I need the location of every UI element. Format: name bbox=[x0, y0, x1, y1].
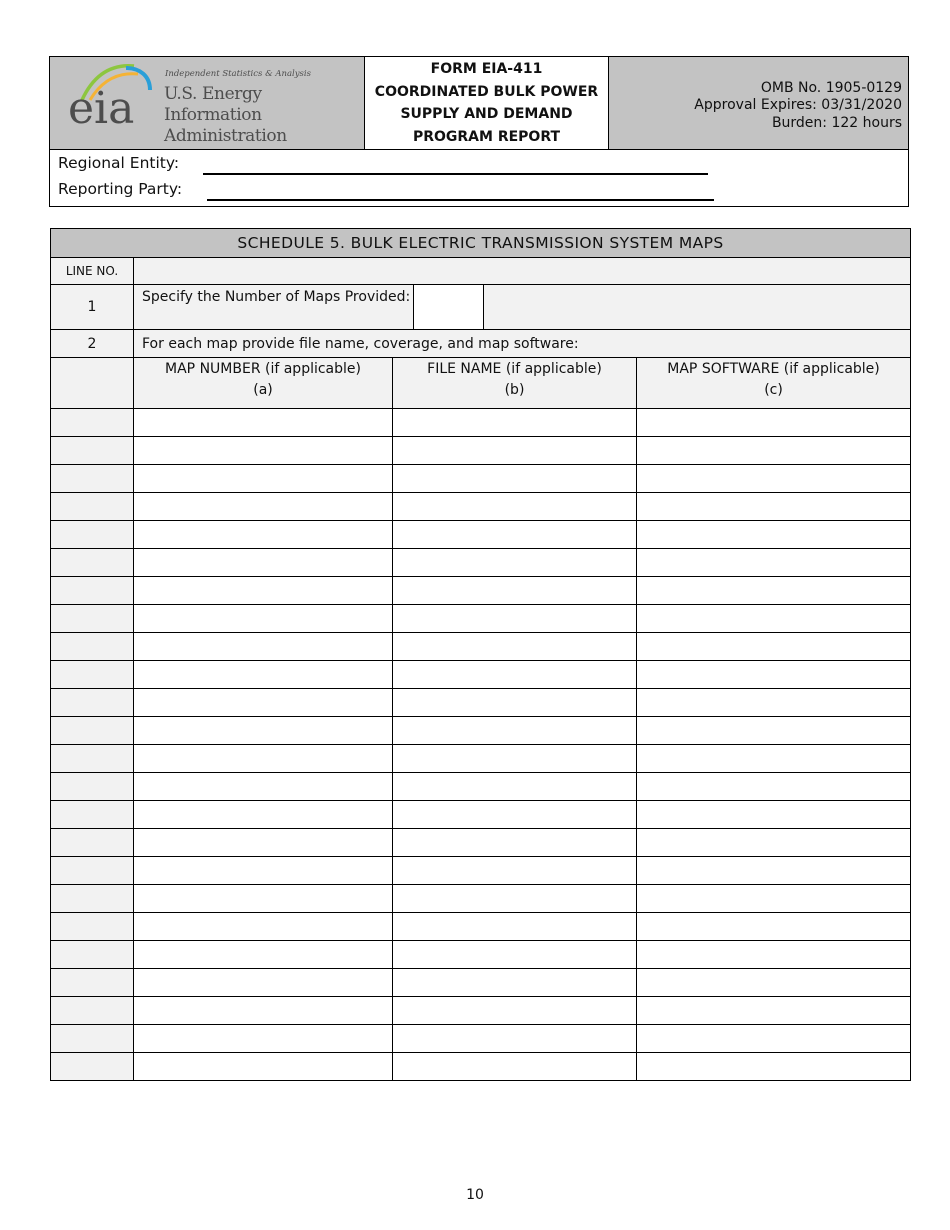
file-name-input[interactable] bbox=[393, 549, 637, 577]
reporting-party-field[interactable] bbox=[207, 199, 714, 201]
file-name-input[interactable] bbox=[393, 633, 637, 661]
map-software-input[interactable] bbox=[637, 493, 911, 521]
file-name-input[interactable] bbox=[393, 577, 637, 605]
map-number-input[interactable] bbox=[134, 969, 393, 997]
line-number-cell bbox=[51, 885, 134, 913]
map-software-input[interactable] bbox=[637, 745, 911, 773]
file-name-input[interactable] bbox=[393, 773, 637, 801]
table-row bbox=[51, 745, 911, 773]
line-no-header: LINE NO. bbox=[51, 258, 134, 285]
table-row bbox=[51, 437, 911, 465]
map-software-input[interactable] bbox=[637, 437, 911, 465]
eia-logo-cell bbox=[50, 57, 365, 149]
map-number-input[interactable] bbox=[134, 577, 393, 605]
table-row bbox=[51, 969, 911, 997]
file-name-input[interactable] bbox=[393, 689, 637, 717]
line-number-cell bbox=[51, 997, 134, 1025]
table-row bbox=[51, 521, 911, 549]
table-row bbox=[51, 857, 911, 885]
line-no-header-blank bbox=[134, 258, 911, 285]
eia-logo-icon bbox=[64, 60, 164, 132]
map-number-input[interactable] bbox=[134, 493, 393, 521]
line-number-cell bbox=[51, 745, 134, 773]
map-number-input[interactable] bbox=[134, 689, 393, 717]
map-number-input[interactable] bbox=[134, 465, 393, 493]
map-software-input[interactable] bbox=[637, 661, 911, 689]
row1-content bbox=[134, 285, 911, 330]
map-software-input[interactable] bbox=[637, 969, 911, 997]
map-software-input[interactable] bbox=[637, 1025, 911, 1053]
line-number-cell bbox=[51, 549, 134, 577]
logo-tagline: Independent Statistics & Analysis bbox=[165, 69, 311, 79]
line-number-cell bbox=[51, 941, 134, 969]
file-name-input[interactable] bbox=[393, 745, 637, 773]
line-number-cell bbox=[51, 661, 134, 689]
map-number-input[interactable] bbox=[134, 633, 393, 661]
column-header-map-number: MAP NUMBER (if applicable) (a) bbox=[134, 358, 393, 409]
page-number: 10 bbox=[466, 1187, 484, 1203]
file-name-input[interactable] bbox=[393, 465, 637, 493]
omb-number: OMB No. 1905-0129 bbox=[760, 79, 902, 96]
table-row bbox=[51, 913, 911, 941]
maps-count-spacer bbox=[484, 285, 910, 329]
table-row bbox=[51, 1053, 911, 1081]
table-row bbox=[51, 689, 911, 717]
maps-count-input[interactable] bbox=[414, 285, 484, 329]
map-software-input[interactable] bbox=[637, 521, 911, 549]
map-number-input[interactable] bbox=[134, 885, 393, 913]
line-number-cell bbox=[51, 605, 134, 633]
line-number-cell bbox=[51, 521, 134, 549]
map-number-input[interactable] bbox=[134, 661, 393, 689]
file-name-input[interactable] bbox=[393, 521, 637, 549]
file-name-input[interactable] bbox=[393, 913, 637, 941]
map-software-input[interactable] bbox=[637, 549, 911, 577]
map-number-input[interactable] bbox=[134, 857, 393, 885]
line-number-cell bbox=[51, 717, 134, 745]
row2-instruction: For each map provide file name, coverage, and map software: bbox=[134, 330, 911, 358]
table-row bbox=[51, 633, 911, 661]
table-row bbox=[51, 829, 911, 857]
line-number-cell bbox=[51, 857, 134, 885]
schedule-title: SCHEDULE 5. BULK ELECTRIC TRANSMISSION SYSTEM MAPS bbox=[51, 229, 911, 258]
approval-expires: Approval Expires: 03/31/2020 bbox=[694, 97, 902, 114]
file-name-input[interactable] bbox=[393, 969, 637, 997]
line-number-cell bbox=[51, 829, 134, 857]
map-software-input[interactable] bbox=[637, 885, 911, 913]
file-name-input[interactable] bbox=[393, 605, 637, 633]
map-software-input[interactable] bbox=[637, 997, 911, 1025]
column-header-file-name: FILE NAME (if applicable) (b) bbox=[393, 358, 637, 409]
form-title-line: SUPPLY AND DEMAND bbox=[400, 106, 573, 122]
map-number-input[interactable] bbox=[134, 549, 393, 577]
maps-count-label: Specify the Number of Maps Provided: bbox=[134, 285, 414, 329]
schedule-5-table bbox=[50, 228, 911, 1081]
table-row bbox=[51, 997, 911, 1025]
map-software-input[interactable] bbox=[637, 857, 911, 885]
table-row bbox=[51, 801, 911, 829]
column-header-map-software: MAP SOFTWARE (if applicable) (c) bbox=[637, 358, 911, 409]
form-title-line: PROGRAM REPORT bbox=[412, 128, 561, 145]
form-title-line: COORDINATED BULK POWER bbox=[374, 83, 599, 100]
table-row bbox=[51, 773, 911, 801]
line-number-cell bbox=[51, 801, 134, 829]
file-name-input[interactable] bbox=[393, 941, 637, 969]
map-software-input[interactable] bbox=[637, 689, 911, 717]
line-number-cell bbox=[51, 409, 134, 437]
line-number-cell bbox=[51, 773, 134, 801]
map-number-input[interactable] bbox=[134, 773, 393, 801]
map-software-input[interactable] bbox=[637, 941, 911, 969]
regional-entity-row bbox=[58, 154, 179, 172]
logo-agency-name: U.S. Energy Information Administration bbox=[164, 84, 287, 146]
header-top-row bbox=[50, 57, 908, 150]
line-number-2: 2 bbox=[51, 330, 134, 358]
map-number-input[interactable] bbox=[134, 745, 393, 773]
table-row bbox=[51, 577, 911, 605]
map-software-input[interactable] bbox=[637, 577, 911, 605]
file-name-input[interactable] bbox=[393, 437, 637, 465]
table-row bbox=[51, 885, 911, 913]
regional-entity-label: Regional Entity: bbox=[58, 154, 180, 172]
map-software-input[interactable] bbox=[637, 717, 911, 745]
file-name-input[interactable] bbox=[393, 493, 637, 521]
map-number-input[interactable] bbox=[134, 913, 393, 941]
map-number-input[interactable] bbox=[134, 1025, 393, 1053]
table-row bbox=[51, 661, 911, 689]
table-row bbox=[51, 941, 911, 969]
line-number-cell bbox=[51, 969, 134, 997]
line-number-cell bbox=[51, 437, 134, 465]
table-row bbox=[51, 549, 911, 577]
reporting-party-label: Reporting Party: bbox=[58, 180, 183, 198]
map-number-input[interactable] bbox=[134, 1053, 393, 1081]
line-number-cell bbox=[51, 465, 134, 493]
table-row bbox=[51, 493, 911, 521]
map-number-input[interactable] bbox=[134, 829, 393, 857]
omb-info bbox=[609, 57, 908, 149]
form-title-line: FORM EIA-411 bbox=[430, 61, 543, 77]
map-software-input[interactable] bbox=[637, 1053, 911, 1081]
file-name-input[interactable] bbox=[393, 661, 637, 689]
file-name-input[interactable] bbox=[393, 409, 637, 437]
table-row bbox=[51, 605, 911, 633]
line-number-cell bbox=[51, 913, 134, 941]
file-name-input[interactable] bbox=[393, 1025, 637, 1053]
line-number-cell bbox=[51, 577, 134, 605]
map-software-input[interactable] bbox=[637, 465, 911, 493]
line-number-cell bbox=[51, 633, 134, 661]
file-name-input[interactable] bbox=[393, 857, 637, 885]
burden-hours: Burden: 122 hours bbox=[771, 114, 902, 131]
line-number-1: 1 bbox=[51, 285, 134, 330]
map-number-input[interactable] bbox=[134, 997, 393, 1025]
regional-entity-field[interactable] bbox=[203, 173, 708, 175]
map-number-input[interactable] bbox=[134, 717, 393, 745]
reporting-party-row bbox=[58, 180, 182, 198]
map-software-input[interactable] bbox=[637, 801, 911, 829]
table-row bbox=[51, 465, 911, 493]
form-title bbox=[365, 57, 609, 149]
map-software-input[interactable] bbox=[637, 409, 911, 437]
map-number-input[interactable] bbox=[134, 605, 393, 633]
form-header bbox=[49, 56, 909, 207]
map-number-input[interactable] bbox=[134, 521, 393, 549]
line-number-cell bbox=[51, 689, 134, 717]
column-header-blank bbox=[51, 358, 134, 409]
file-name-input[interactable] bbox=[393, 801, 637, 829]
table-row bbox=[51, 717, 911, 745]
map-number-input[interactable] bbox=[134, 437, 393, 465]
file-name-input[interactable] bbox=[393, 1053, 637, 1081]
map-software-input[interactable] bbox=[637, 829, 911, 857]
map-number-input[interactable] bbox=[134, 941, 393, 969]
line-number-cell bbox=[51, 1025, 134, 1053]
map-number-input[interactable] bbox=[134, 801, 393, 829]
map-software-input[interactable] bbox=[637, 605, 911, 633]
logo-wordmark: eia bbox=[68, 83, 135, 132]
map-number-input[interactable] bbox=[134, 409, 393, 437]
map-software-input[interactable] bbox=[637, 773, 911, 801]
map-software-input[interactable] bbox=[637, 633, 911, 661]
table-row bbox=[51, 1025, 911, 1053]
file-name-input[interactable] bbox=[393, 717, 637, 745]
line-number-cell bbox=[51, 1053, 134, 1081]
map-software-input[interactable] bbox=[637, 913, 911, 941]
file-name-input[interactable] bbox=[393, 885, 637, 913]
line-number-cell bbox=[51, 493, 134, 521]
file-name-input[interactable] bbox=[393, 829, 637, 857]
file-name-input[interactable] bbox=[393, 997, 637, 1025]
table-row bbox=[51, 409, 911, 437]
